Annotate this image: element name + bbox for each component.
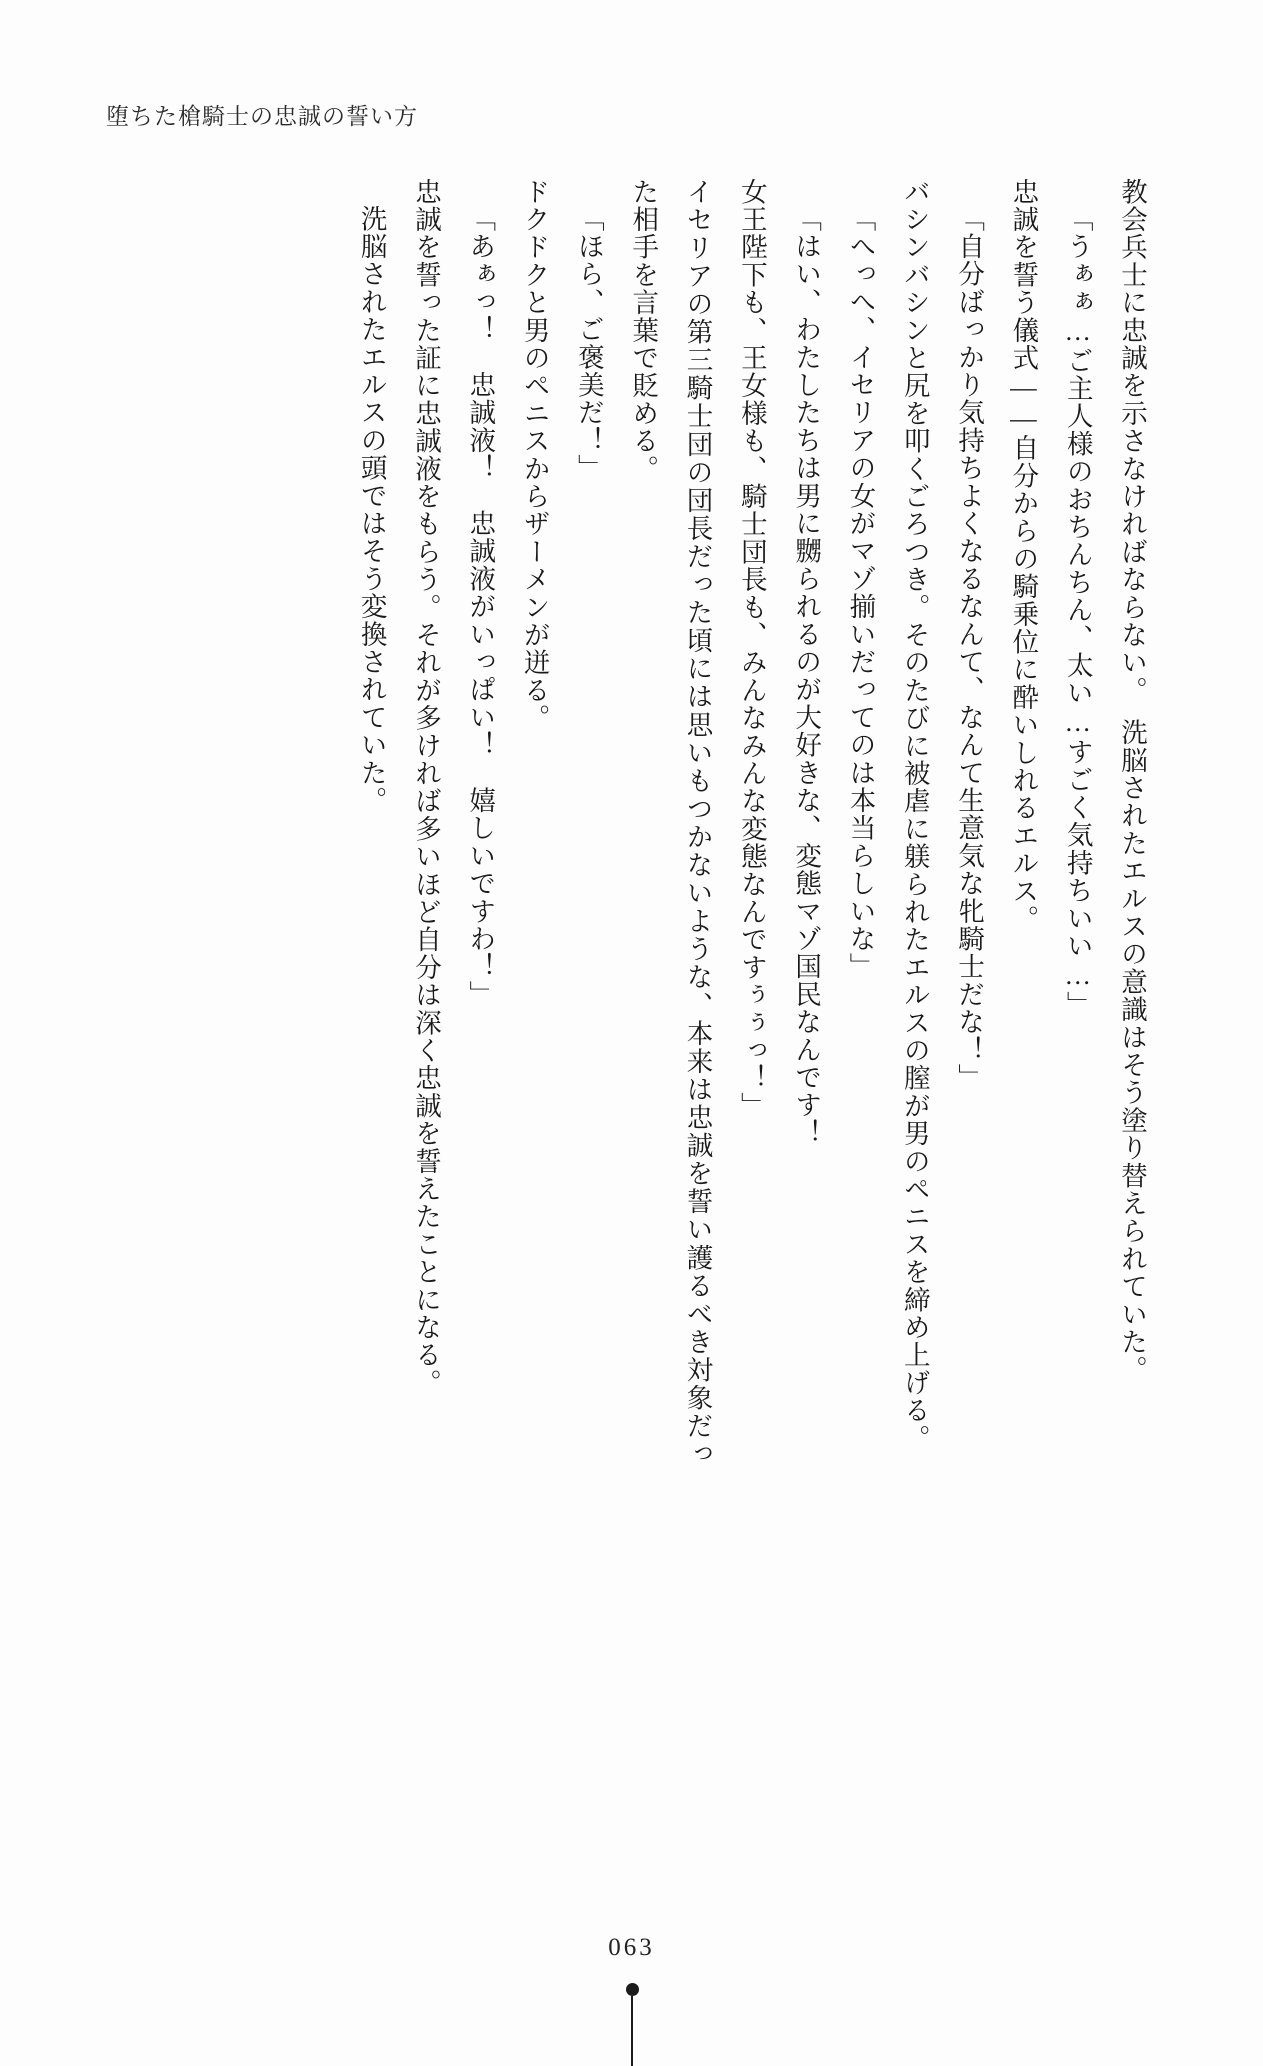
page-number: 063 bbox=[608, 1934, 655, 1961]
paragraph: ドクドクと男のペニスからザーメンが迸る。 bbox=[519, 178, 550, 732]
paragraph: 「うぁぁ…ご主人様のおちんちん、太い…すごく気持ちいい…」 bbox=[1062, 204, 1093, 1019]
vertical-text-body bbox=[139, 178, 1159, 1468]
paragraph: イセリアの第三騎士団の団長だった頃には思いもつかないような、本来は忠誠を誓い護るべき対象だった相手を言葉で貶める。 bbox=[628, 178, 713, 1468]
paragraph: 「はい、わたしたちは男に嬲られるのが大好きな、変態マゾ国民なんです！ bbox=[791, 204, 822, 1147]
folio-dot-ornament bbox=[626, 1983, 639, 1996]
paragraph: 「ほら、ご褒美だ！」 bbox=[573, 204, 604, 482]
paragraph: バシンバシンと尻を叩くごろつき。そのたびに被虐に躾られたエルスの膣が男のペニスを締め上げる。 bbox=[899, 178, 930, 1453]
paragraph: 「へっへ、イセリアの女がマゾ揃いだってのは本当らしいな」 bbox=[845, 204, 876, 981]
paragraph: 教会兵士に忠誠を示さなければならない。 洗脳されたエルスの意識はそう塗り替えられていた。 bbox=[1117, 178, 1147, 1384]
paragraph: 忠誠を誓った証に忠誠液をもらう。それが多ければ多いほど自分は深く忠誠を誓えたことになる。 bbox=[410, 178, 441, 1397]
paragraph: 女王陛下も、王女様も、騎士団長も、みんなみんな変態なんですぅぅっ！」 bbox=[736, 178, 767, 1120]
paragraph: 「あぁっ！ 忠誠液！ 忠誠液がいっぱい！ 嬉しいですわ！」 bbox=[465, 204, 496, 1008]
paragraph: 「自分ばっかり気持ちよくなるなんて、なんて生意気な牝騎士だな！」 bbox=[954, 204, 985, 1091]
paragraph: 洗脳されたエルスの頭ではそう変換されていた。 bbox=[356, 204, 387, 814]
folio-rule-ornament bbox=[631, 1996, 633, 2066]
paragraph: 忠誠を誓う儀式——自分からの騎乗位に酔いしれるエルス。 bbox=[1008, 178, 1039, 933]
running-head: 堕ちた槍騎士の忠誠の誓い方 bbox=[106, 104, 418, 129]
